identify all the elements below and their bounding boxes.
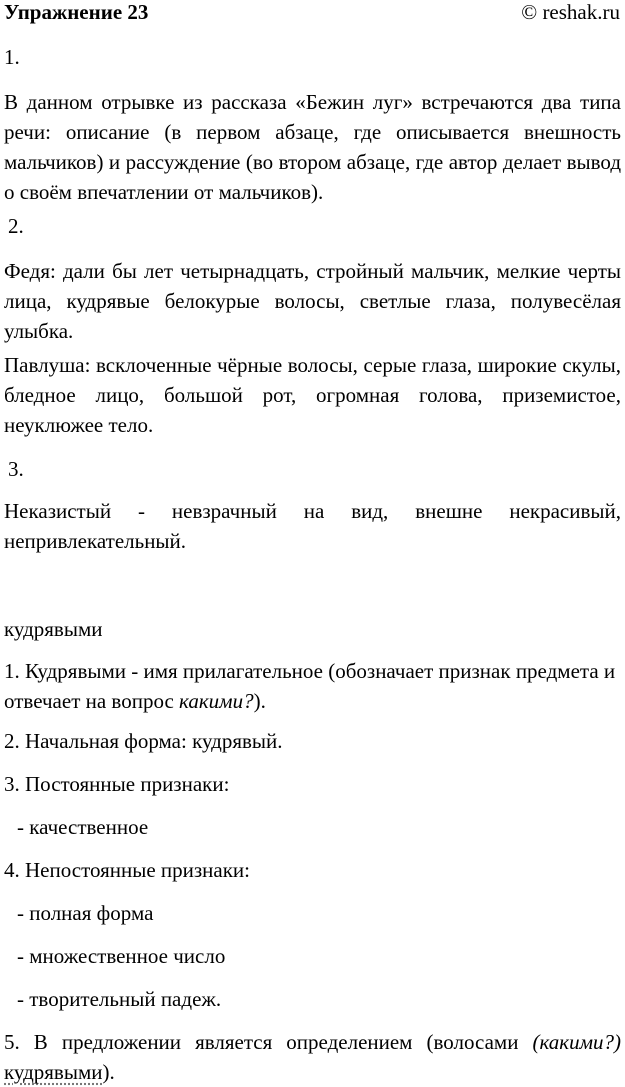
analysis-item-4-number: - множественное число: [17, 944, 226, 968]
page-header: [4, 0, 620, 27]
analysis-item-2: 2. Начальная форма: кудрявый.: [4, 729, 283, 753]
task1-number: 1.: [4, 45, 20, 69]
analysis-item-1-text: 1. Кудрявыми - имя прилагательное (обозначает признак предмета и отвечает на вопрос: [4, 659, 616, 713]
analysis-item-1-question: какими?: [179, 689, 254, 713]
task2-number: 2.: [8, 214, 24, 238]
analysis-item-5-line-2: [4, 1060, 115, 1084]
analysis-item-1: [4, 656, 621, 716]
analysis-item-5-line-1: [4, 1027, 621, 1057]
analysis-item-4-case: - творительный падеж.: [17, 987, 222, 1011]
analysis-word: кудрявыми: [4, 617, 103, 641]
exercise-title: Упражнение 23: [4, 0, 149, 24]
analysis-item-5-word: кудрявыми: [4, 1060, 103, 1084]
analysis-item-5-end: ).: [102, 1060, 115, 1084]
analysis-item-4-form: - полная форма: [17, 901, 154, 925]
task2-fedya-paragraph: Федя: дали бы лет четырнадцать, стройный мальчик, мелкие черты лица, кудрявые белокурые волосы, светлые глаза, полувесёлая улыбка.: [4, 259, 621, 343]
analysis-item-5-text: 5. В предложении является определением (волосами: [4, 1030, 533, 1054]
task3-number: 3.: [8, 457, 24, 481]
task1-paragraph: В данном отрывке из рассказа «Бежин луг» встречаются два типа речи: описание (в первом абзаце, где описывается внешность мальчиков) и рассуждение (во втором абзаце, где автор делает вывод о своём впечатлении от мальчиков).: [4, 90, 621, 204]
analysis-item-3-quality: - качественное: [17, 815, 149, 839]
task3-line-2: непривлекательный.: [4, 529, 187, 553]
task3-paragraph: [4, 496, 621, 556]
analysis-item-5-question: (какими?): [532, 1030, 621, 1054]
analysis-item-3: 3. Постоянные признаки:: [4, 772, 230, 796]
analysis-item-4: 4. Непостоянные признаки:: [4, 858, 250, 882]
analysis-item-5: [4, 1027, 621, 1087]
site-watermark: © reshak.ru: [521, 0, 620, 24]
analysis-item-1-end: ).: [253, 689, 266, 713]
task2-pavlusha-paragraph: Павлуша: всклоченные чёрные волосы, серые глаза, широкие скулы, бледное лицо, большой рот, огромная голова, приземистое, неуклюжее тело.: [4, 353, 621, 437]
task3-line-1: Неказистый - невзрачный на вид, внешне некрасивый,: [4, 499, 621, 523]
